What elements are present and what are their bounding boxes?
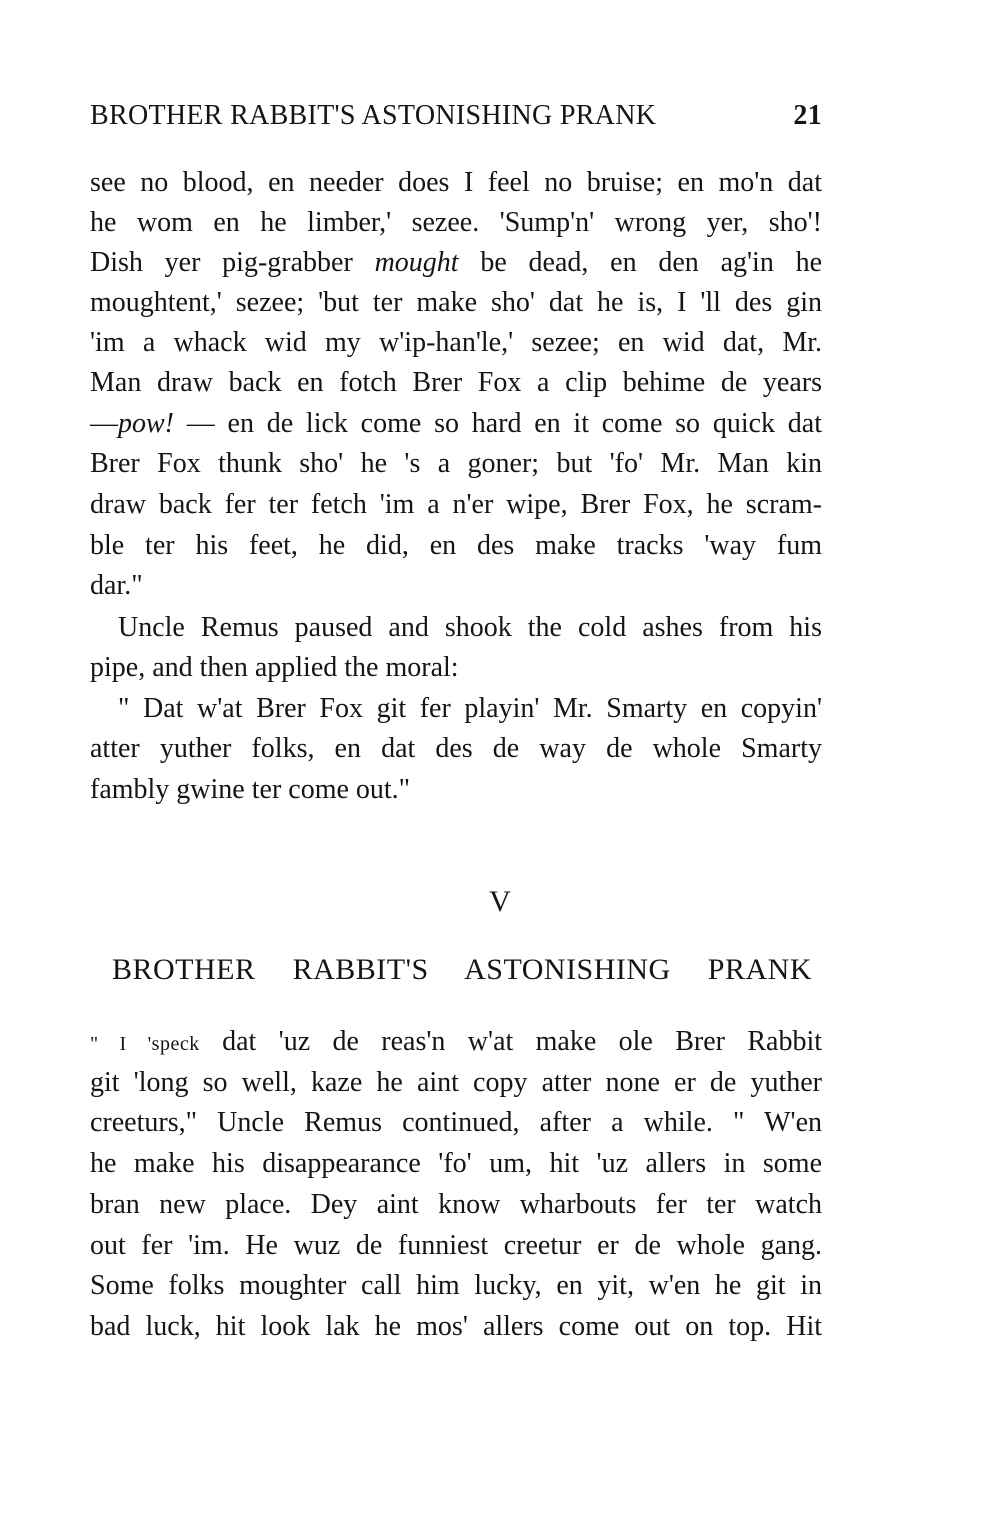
page-number: 21: [793, 100, 822, 131]
text-line: draw back fer ter fetch 'im a n'er wipe, Brer Fox, he scram-: [90, 489, 822, 520]
text-line: see no blood, en needer does I feel no bruise; en mo'n dat: [90, 167, 822, 198]
text-line: [90, 404, 822, 444]
text-line: he make his disappearance 'fo' um, hit 'uz allers in some: [90, 1148, 822, 1179]
text-line: he wom en he limber,' sezee. 'Sump'n' wrong yer, sho'!: [90, 207, 822, 238]
text-line: out fer 'im. He wuz de funniest creetur er de whole gang.: [90, 1230, 822, 1261]
text-line: pipe, and then applied the moral:: [90, 652, 459, 683]
text-line: creeturs," Uncle Remus continued, after a while. " W'en: [90, 1107, 822, 1138]
text-line: fambly gwine ter come out.": [90, 774, 411, 805]
text-line: [90, 1022, 822, 1062]
text-line: bad luck, hit look lak he mos' allers come out on top. Hit: [90, 1311, 822, 1342]
text-span: Dish yer pig-grabber: [90, 247, 353, 278]
italic-word: pow!: [118, 408, 174, 439]
text-span: be dead, en den ag'in he: [480, 247, 823, 278]
text-line: moughtent,' sezee; 'but ter make sho' dat he is, I 'll des gin: [90, 287, 822, 318]
chapter-title: BROTHER RABBIT'S ASTONISHING PRANK: [112, 953, 812, 986]
text-line: dar.": [90, 570, 143, 601]
text-line: 'im a whack wid my w'ip-han'le,' sezee; en wid dat, Mr.: [90, 327, 822, 358]
text-line: Brer Fox thunk sho' he 's a goner; but 'fo' Mr. Man kin: [90, 448, 822, 479]
running-head-title: BROTHER RABBIT'S ASTONISHING PRANK: [90, 100, 657, 131]
text-line: " Dat w'at Brer Fox git fer playin' Mr. Smarty en copyin': [118, 693, 822, 724]
text-line: Uncle Remus paused and shook the cold ashes from his: [118, 612, 822, 643]
text-span: dat 'uz de reas'n w'at make ole Brer Rabbit: [222, 1026, 823, 1057]
text-span: — en de lick come so hard en it come so quick dat: [186, 408, 822, 439]
text-line: Some folks moughter call him lucky, en yit, w'en he git in: [90, 1270, 822, 1301]
running-head: [90, 100, 822, 140]
text-line: Man draw back en fotch Brer Fox a clip behime de years: [90, 367, 822, 398]
chapter-number: V: [489, 885, 511, 918]
text-line: [90, 243, 822, 283]
text-line: bran new place. Dey aint know wharbouts fer ter watch: [90, 1189, 822, 1220]
text-line: atter yuther folks, en dat des de way de whole Smarty: [90, 733, 822, 764]
italic-word: mought: [374, 247, 459, 278]
small-caps-opening: " I 'speck: [90, 1033, 200, 1055]
text-line: ble ter his feet, he did, en des make tracks 'way fum: [90, 530, 822, 561]
em-dash: —: [90, 408, 118, 439]
text-line: git 'long so well, kaze he aint copy atter none er de yuther: [90, 1067, 822, 1098]
